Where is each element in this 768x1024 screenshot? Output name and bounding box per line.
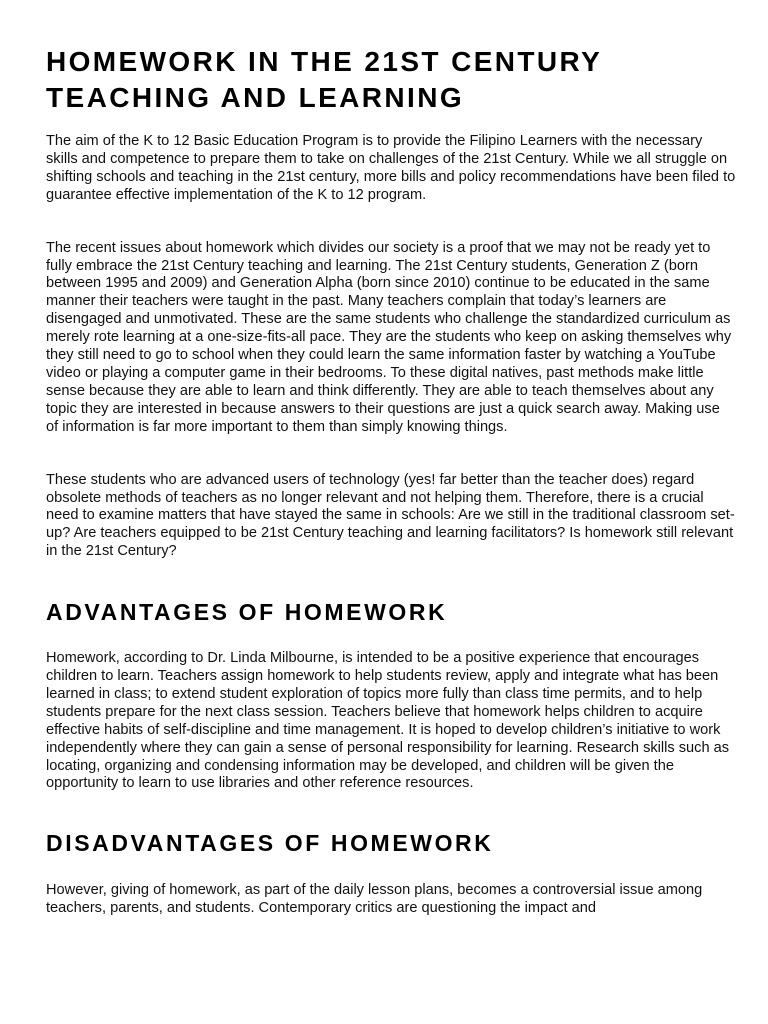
disadvantages-heading: DISADVANTAGES OF HOMEWORK	[46, 830, 494, 857]
advantages-paragraph: Homework, according to Dr. Linda Milbourne, is intended to be a positive experience that encourages children to learn. Teachers assign homework to help students review, apply and integrate what has been learned in class; to extend student exploration of topics more fully than class time permits, and to help students prepare for the next class session. Teachers believe that homework helps children to acquire effective habits of self-discipline and time management. It is hoped to develop children’s initiative to work independently where they can gain a sense of personal responsibility for learning. Research skills such as locating, organizing and condensing information may be developed, and children will be given the opportunity to learn to use libraries and other reference resources.	[46, 650, 730, 792]
document-page	[46, 44, 736, 918]
intro-paragraph-1: The aim of the K to 12 Basic Education Program is to provide the Filipino Learners with the necessary skills and competence to prepare them to take on challenges of the 21st Century. While we all struggle on shifting schools and teaching in the 21st century, more bills and policy recommendations have been filed to guarantee effective implementation of the K to 12 program.	[46, 133, 736, 203]
document-title: HOMEWORK IN THE 21ST CENTURY TEACHING AND LEARNING	[46, 46, 602, 113]
advantages-heading: ADVANTAGES OF HOMEWORK	[46, 599, 448, 626]
disadvantages-paragraph: However, giving of homework, as part of the daily lesson plans, becomes a controversial issue among teachers, parents, and students. Contemporary critics are questioning the impact and	[46, 882, 703, 917]
intro-paragraph-3: These students who are advanced users of technology (yes! far better than the teacher does) regard obsolete methods of teachers as no longer relevant and not helping them. Therefore, there is a crucial need to examine matters that have stayed the same in schools: Are we still in the traditional classroom set-up? Are teachers equipped to be 21st Century teaching and learning facilitators? Is homework still relevant in the 21st Century?	[46, 471, 735, 560]
intro-paragraph-2: The recent issues about homework which divides our society is a proof that we may not be ready yet to fully embrace the 21st Century teaching and learning. The 21st Century students, Generation Z (born between 1995 and 2009) and Generation Alpha (born since 2010) continue to be educated in the same manner their teachers were taught in the past. Many teachers complain that today’s learners are disengaged and unmotivated. These are the same students who challenge the standardized curriculum as merely rote learning at a one-size-fits-all pace. They are the students who keep on asking themselves why they still need to go to school when they could learn the same information faster by watching a YouTube video or playing a computer game in their bedrooms. To these digital natives, past methods make little sense because they are able to learn and think differently. They are able to teach themselves about any topic they are interested in because answers to their questions are just a quick search away. Making use of information is far more important to them than simply knowing things.	[46, 239, 732, 435]
